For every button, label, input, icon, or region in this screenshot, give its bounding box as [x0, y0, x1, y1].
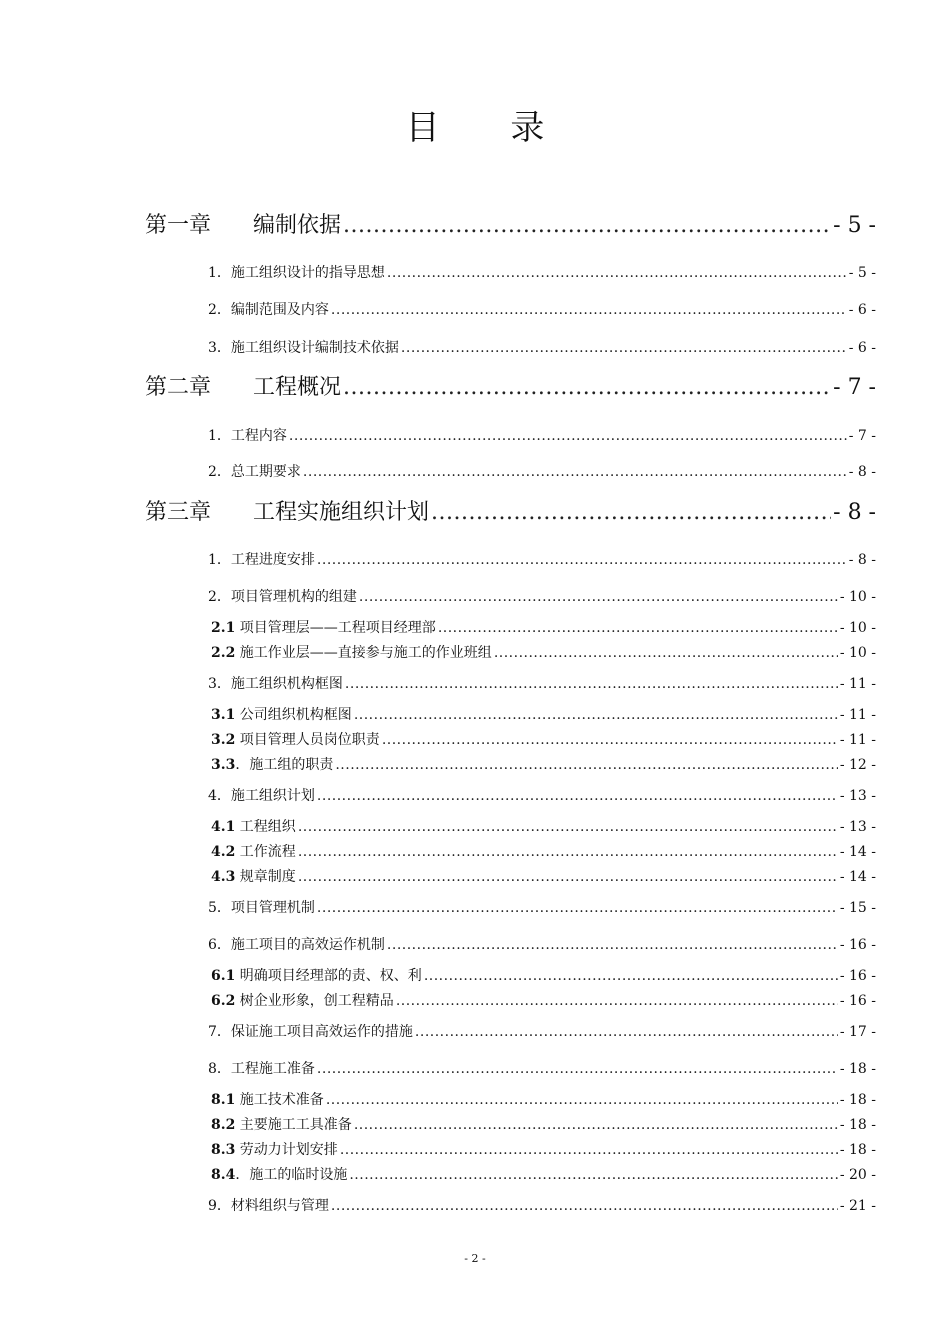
toc-entry-number: 7． [208, 1024, 231, 1040]
toc-entry-section[interactable] [208, 1021, 876, 1041]
toc-dot-leader [317, 788, 838, 804]
toc-entry-text: 项目管理机构的组建 [230, 589, 357, 605]
toc-entry-text: 项目管理人员岗位职责 [235, 732, 380, 748]
toc-entry-page: - 15 - [839, 900, 876, 916]
toc-dot-leader [424, 968, 838, 984]
toc-entry-number: 8.2 [211, 1117, 236, 1133]
toc-entry-text: 工作流程 [235, 844, 296, 860]
toc-entry-label [208, 934, 385, 954]
toc-dot-leader [303, 464, 847, 480]
toc-entry-section[interactable] [208, 785, 876, 805]
toc-entry-number: 8.3 [211, 1142, 236, 1158]
toc-entry-text: 劳动力计划安排 [235, 1142, 338, 1158]
toc-dot-leader [298, 869, 838, 885]
toc-entry-number: 2.1 [211, 620, 236, 636]
toc-entry-page: - 10 - [839, 620, 876, 636]
toc-entry-sub[interactable] [211, 704, 876, 724]
toc-entry-page: - 17 - [839, 1024, 876, 1040]
toc-entry-section[interactable] [208, 586, 876, 606]
toc-entry-number: 3.1 [211, 707, 236, 723]
toc-entry-text: 树企业形象，创工程精品 [235, 993, 394, 1009]
toc-entry-text: 规章制度 [235, 869, 296, 885]
toc-entry-label [208, 586, 357, 606]
toc-entry-sub[interactable] [211, 642, 876, 662]
toc-dot-leader [354, 707, 838, 723]
toc-entry-label [208, 549, 315, 569]
toc-entry-label [211, 816, 296, 836]
toc-entry-number: 第二章 [145, 375, 212, 400]
toc-entry-label [208, 425, 287, 445]
toc-dot-leader [349, 1167, 837, 1183]
toc-dot-leader [340, 1142, 838, 1158]
toc-entry-page: - 18 - [839, 1061, 876, 1077]
toc-entry-section[interactable] [208, 1058, 876, 1078]
toc-entry-section[interactable] [208, 299, 876, 319]
toc-entry-page: - 20 - [839, 1167, 876, 1183]
toc-entry-section[interactable] [208, 1195, 876, 1215]
toc-entry-page: - 18 - [839, 1117, 876, 1133]
toc-entry-page: - 18 - [839, 1092, 876, 1108]
toc-dot-leader [298, 819, 838, 835]
toc-entry-text: 项目管理机制 [230, 900, 315, 916]
toc-entry-text: ．施工的临时设施 [235, 1167, 348, 1183]
toc-entry-page: - 16 - [839, 993, 876, 1009]
toc-entry-number: 2． [208, 589, 231, 605]
toc-entry-page: - 13 - [839, 819, 876, 835]
toc-entry-label [211, 990, 394, 1010]
toc-entry-label [208, 1058, 315, 1078]
toc-entry-number: 5． [208, 900, 231, 916]
toc-entry-page: - 5 - [833, 213, 876, 238]
toc-entry-label [211, 754, 333, 774]
toc-entry-section[interactable] [208, 337, 876, 357]
toc-entry-label [208, 461, 301, 481]
toc-entry-text: 施工组织设计的指导思想 [230, 265, 385, 281]
page-title: 目 录 [405, 108, 575, 148]
toc-entry-label [211, 965, 422, 985]
toc-dot-leader [317, 552, 847, 568]
toc-entry-number: 6． [208, 937, 231, 953]
toc-entry-page: - 12 - [839, 757, 876, 773]
toc-entry-text: 施工作业层——直接参与施工的作业班组 [235, 645, 492, 661]
toc-entry-section[interactable] [208, 549, 876, 569]
toc-entry-text: ．施工组的职责 [235, 757, 334, 773]
toc-entry-page: - 6 - [848, 340, 876, 356]
toc-entry-label [211, 841, 296, 861]
toc-entry-number: 2． [208, 464, 231, 480]
toc-entry-label [208, 785, 315, 805]
toc-entry-page: - 16 - [839, 937, 876, 953]
toc-entry-section[interactable] [208, 934, 876, 954]
toc-entry-number: 4． [208, 788, 231, 804]
toc-entry-label [208, 673, 343, 693]
toc-entry-number: 1． [208, 552, 231, 568]
toc-entry-chapter[interactable] [145, 370, 876, 401]
toc-entry-label [211, 1164, 347, 1184]
toc-entry-text: 工程组织 [235, 819, 296, 835]
toc-entry-page: - 10 - [839, 589, 876, 605]
toc-entry-number: 2.2 [211, 645, 236, 661]
toc-entry-sub[interactable] [211, 1164, 876, 1184]
toc-dot-leader [354, 1117, 838, 1133]
toc-entry-sub[interactable] [211, 754, 876, 774]
toc-dot-leader [359, 589, 838, 605]
toc-entry-text: 编制依据 [253, 213, 342, 238]
toc-dot-leader [331, 302, 847, 318]
toc-entry-label [211, 617, 436, 637]
toc-dot-leader [298, 844, 838, 860]
toc-dot-leader [387, 265, 847, 281]
toc-entry-text: 总工期要求 [230, 464, 301, 480]
toc-entry-label [208, 337, 399, 357]
toc-entry-number: 4.1 [211, 819, 236, 835]
toc-entry-text: 施工项目的高效运作机制 [230, 937, 385, 953]
toc-entry-number: 4.2 [211, 844, 236, 860]
toc-entry-page: - 21 - [839, 1198, 876, 1214]
toc-dot-leader [382, 732, 838, 748]
toc-entry-text: 编制范围及内容 [230, 302, 329, 318]
toc-entry-number: 3． [208, 676, 231, 692]
toc-dot-leader [494, 645, 838, 661]
toc-entry-text: 公司组织机构框图 [235, 707, 352, 723]
toc-entry-label [208, 299, 329, 319]
toc-entry-page: - 11 - [839, 676, 876, 692]
toc-entry-number: 8． [208, 1061, 231, 1077]
toc-entry-chapter[interactable] [145, 495, 876, 526]
toc-dot-leader [326, 1092, 838, 1108]
toc-entry-section[interactable] [208, 461, 876, 481]
toc-entry-chapter[interactable] [145, 208, 876, 239]
toc-entry-page: - 11 - [839, 707, 876, 723]
toc-entry-page: - 8 - [848, 464, 876, 480]
toc-entry-page: - 14 - [839, 869, 876, 885]
toc-dot-leader [331, 1198, 838, 1214]
toc-dot-leader [317, 1061, 838, 1077]
toc-entry-label [211, 1089, 324, 1109]
toc-entry-number: 8.4 [211, 1167, 236, 1183]
toc-entry-label [145, 370, 341, 401]
toc-dot-leader [415, 1024, 838, 1040]
toc-entry-text: 明确项目经理部的责、权、利 [235, 968, 422, 984]
toc-entry-section[interactable] [208, 673, 876, 693]
toc-entry-number: 6.2 [211, 993, 236, 1009]
toc-entry-page: - 11 - [839, 732, 876, 748]
toc-entry-section[interactable] [208, 897, 876, 917]
toc-entry-text: 施工技术准备 [235, 1092, 324, 1108]
toc-entry-text: 施工组织计划 [230, 788, 315, 804]
toc-entry-text: 项目管理层——工程项目经理部 [235, 620, 436, 636]
toc-dot-leader [289, 428, 847, 444]
toc-entry-label [145, 208, 341, 239]
toc-entry-text: 工程概况 [253, 375, 342, 400]
toc-entry-number: 9． [208, 1198, 231, 1214]
toc-entry-label [211, 1114, 352, 1134]
toc-entry-number: 第三章 [145, 500, 212, 525]
toc-entry-label [211, 1139, 338, 1159]
toc-entry-section[interactable] [208, 425, 876, 445]
toc-entry-page: - 7 - [833, 375, 876, 400]
toc-entry-label [208, 262, 385, 282]
toc-entry-number: 3.2 [211, 732, 236, 748]
toc-entry-text: 施工组织机构框图 [230, 676, 343, 692]
toc-entry-number: 1． [208, 428, 231, 444]
toc-entry-sub[interactable] [211, 1114, 876, 1134]
toc-entry-number: 第一章 [145, 213, 212, 238]
toc-entry-text: 工程实施组织计划 [253, 500, 430, 525]
toc-entry-text: 工程施工准备 [230, 1061, 315, 1077]
toc-dot-leader [401, 340, 847, 356]
toc-entry-label [145, 495, 429, 526]
toc-entry-number: 6.1 [211, 968, 236, 984]
toc-entry-page: - 14 - [839, 844, 876, 860]
toc-entry-sub[interactable] [211, 990, 876, 1010]
toc-entry-sub[interactable] [211, 1139, 876, 1159]
toc-dot-leader [317, 900, 838, 916]
toc-entry-sub[interactable] [211, 617, 876, 637]
toc-dot-leader [431, 500, 831, 525]
toc-entry-text: 施工组织设计编制技术依据 [230, 340, 399, 356]
toc-entry-section[interactable] [208, 262, 876, 282]
page-number-footer: - 2 - [464, 1252, 486, 1265]
toc-dot-leader [335, 757, 837, 773]
toc-entry-page: - 18 - [839, 1142, 876, 1158]
toc-entry-text: 工程进度安排 [230, 552, 315, 568]
toc-dot-leader [387, 937, 838, 953]
toc-entry-text: 保证施工项目高效运作的措施 [230, 1024, 413, 1040]
toc-dot-leader [396, 993, 838, 1009]
toc-dot-leader [343, 375, 831, 400]
toc-dot-leader [345, 676, 838, 692]
toc-entry-text: 工程内容 [230, 428, 287, 444]
toc-entry-number: 2． [208, 302, 231, 318]
toc-entry-number: 3.3 [211, 757, 236, 773]
toc-entry-label [208, 1021, 413, 1041]
toc-entry-number: 4.3 [211, 869, 236, 885]
toc-entry-text: 主要施工工具准备 [235, 1117, 352, 1133]
toc-entry-page: - 5 - [848, 265, 876, 281]
toc-entry-sub[interactable] [211, 816, 876, 836]
toc-entry-page: - 10 - [839, 645, 876, 661]
toc-dot-leader [438, 620, 838, 636]
toc-entry-page: - 13 - [839, 788, 876, 804]
toc-entry-number: 1． [208, 265, 231, 281]
toc-entry-label [208, 1195, 329, 1215]
toc-entry-page: - 7 - [848, 428, 876, 444]
toc-entry-number: 8.1 [211, 1092, 236, 1108]
toc-entry-label [211, 866, 296, 886]
toc-entry-page: - 8 - [848, 552, 876, 568]
toc-entry-label [211, 704, 352, 724]
toc-entry-number: 3． [208, 340, 231, 356]
toc-entry-label [211, 642, 492, 662]
toc-entry-text: 材料组织与管理 [230, 1198, 329, 1214]
toc-entry-page: - 16 - [839, 968, 876, 984]
toc-dot-leader [343, 213, 831, 238]
toc-entry-sub[interactable] [211, 965, 876, 985]
toc-entry-sub[interactable] [211, 841, 876, 861]
toc-entry-page: - 8 - [833, 500, 876, 525]
toc-entry-sub[interactable] [211, 729, 876, 749]
toc-entry-label [211, 729, 380, 749]
toc-entry-sub[interactable] [211, 866, 876, 886]
toc-entry-label [208, 897, 315, 917]
toc-entry-sub[interactable] [211, 1089, 876, 1109]
toc-entry-page: - 6 - [848, 302, 876, 318]
